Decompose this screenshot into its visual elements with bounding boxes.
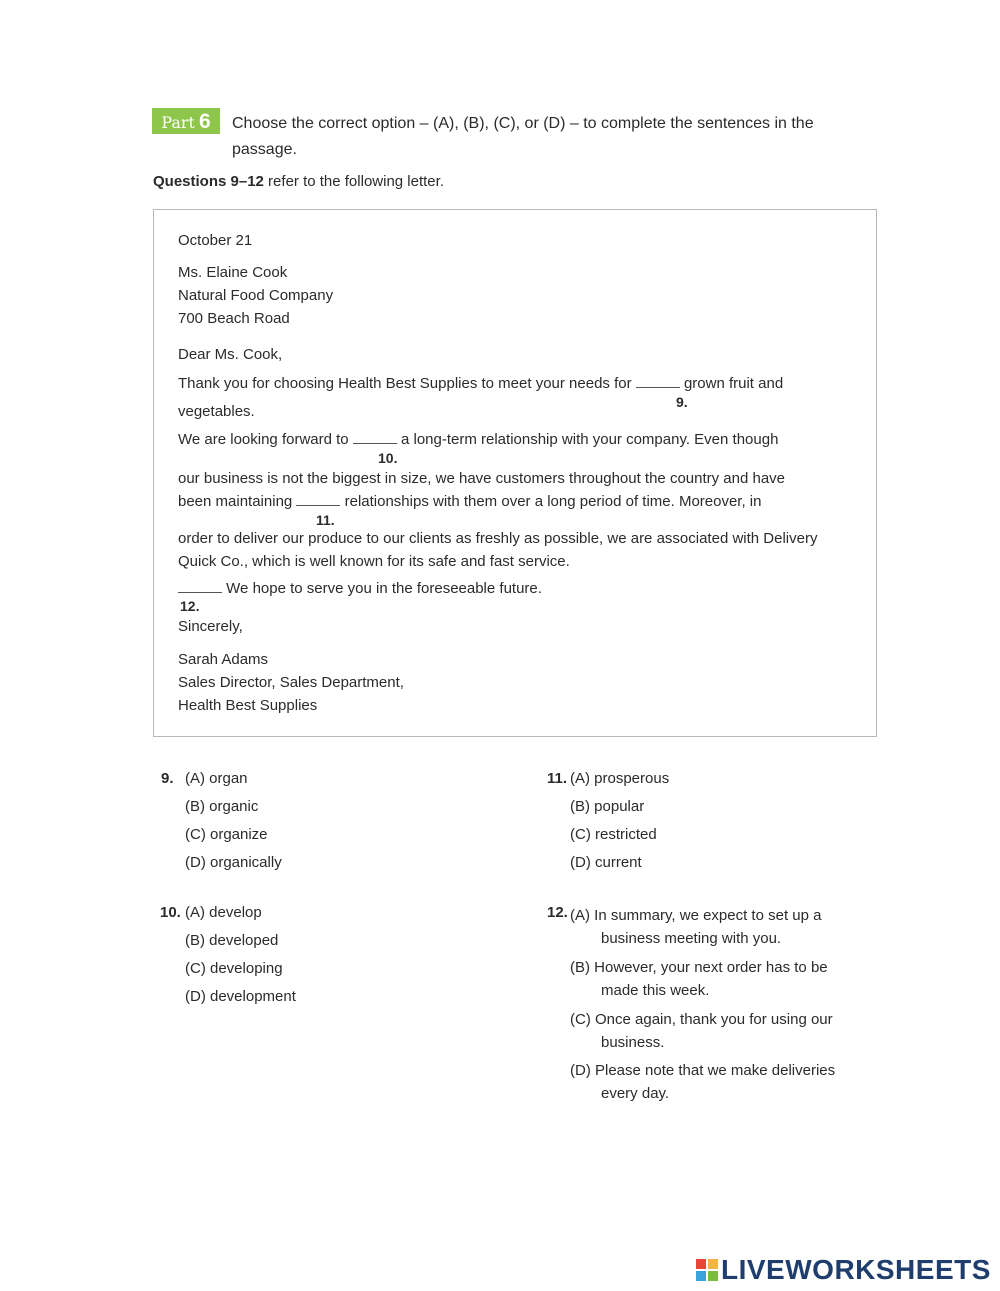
q12-c-line-1: (C) Once again, thank you for using our [570,1011,833,1028]
paragraph-2-line-3 [178,493,761,510]
q9-option-b[interactable]: (B) organic [185,798,259,815]
instructions [232,111,852,163]
paragraph-1-line-1 [178,375,783,392]
logo-square-3 [696,1271,706,1281]
q12-option-a[interactable] [570,904,821,950]
signer-company: Health Best Supplies [178,697,318,714]
blank-11-number: 11. [316,512,335,528]
p2-text-a: We are looking forward to [178,431,349,448]
q12-num: 12. [547,904,568,921]
logo-grid-icon [696,1259,718,1281]
q12-option-b[interactable] [570,956,828,1002]
blank-10[interactable] [353,431,397,444]
blank-9-number: 9. [676,394,688,410]
q9-option-c[interactable]: (C) organize [185,826,268,843]
p2-text-c: our business is not the biggest in size, we have customers throughout the country and have [178,470,786,487]
q11-option-c[interactable]: (C) restricted [570,826,657,843]
question-9-number [161,770,174,787]
q11-option-a[interactable]: (A) prosperous [570,770,670,787]
question-10-number [160,904,181,921]
q10-option-b[interactable]: (B) developed [185,932,279,949]
q12-c-line-2: business. [601,1034,665,1051]
recipient-company: Natural Food Company [178,287,334,304]
logo-text: LIVEWORKSHEETS [721,1254,991,1285]
blank-11[interactable] [296,493,340,506]
p2-text-d: been maintaining [178,493,293,510]
letter-date: October 21 [178,232,253,249]
question-11-number [547,770,567,787]
q11-option-d[interactable]: (D) current [570,854,642,871]
p2-text-e: relationships with them over a long period of time. Moreover, in [344,493,762,510]
blank-12[interactable] [178,580,222,593]
q10-option-c[interactable]: (C) developing [185,960,283,977]
p3-text: We hope to serve you in the foreseeable future. [226,580,542,597]
p1-text-b: grown fruit and [683,375,784,392]
questions-range: Questions 9–12 [153,173,264,190]
q12-d-line-1: (D) Please note that we make deliveries [570,1062,836,1079]
p1-text-c: vegetables. [178,403,255,420]
part-tag [152,108,220,134]
salutation: Dear Ms. Cook, [178,346,283,363]
logo-square-1 [696,1259,706,1269]
p1-text-a: Thank you for choosing Health Best Supplies to meet your needs for [178,375,632,392]
paragraph-3 [178,580,542,597]
q11-option-b[interactable]: (B) popular [570,798,645,815]
q12-option-d[interactable] [570,1059,835,1105]
q10-option-a[interactable]: (A) develop [185,904,262,921]
blank-10-number: 10. [378,450,398,466]
questions-ref-text: refer to the following letter. [263,173,444,190]
p2-text-b: a long-term relationship with your company. Even though [400,431,779,448]
q9-num: 9. [161,770,174,787]
letter-box [153,209,877,737]
instruction-line-2: passage. [232,141,297,158]
p2-text-f: order to deliver our produce to our clients as freshly as possible, we are associated with Delivery [178,530,818,547]
recipient-name: Ms. Elaine Cook [178,264,288,281]
liveworksheets-logo [696,1253,991,1287]
blank-9[interactable] [636,375,680,388]
q12-option-c[interactable] [570,1008,833,1054]
q12-a-line-1: (A) In summary, we expect to set up a [570,907,822,924]
questions-reference [153,173,444,190]
q12-a-line-2: business meeting with you. [601,930,782,947]
q11-num: 11. [547,770,568,787]
recipient-address: 700 Beach Road [178,310,290,327]
logo-square-2 [708,1259,718,1269]
q12-b-line-2: made this week. [601,982,710,999]
q9-option-a[interactable]: (A) organ [185,770,248,787]
q12-b-line-1: (B) However, your next order has to be [570,959,828,976]
blank-12-number: 12. [180,598,200,614]
p2-text-g: Quick Co., which is well known for its safe and fast service. [178,553,570,570]
instruction-line-1: Choose the correct option – (A), (B), (C), or (D) – to complete the sentences in the [232,115,814,132]
question-12-number [547,904,568,921]
q10-option-d[interactable]: (D) development [185,988,296,1005]
logo-square-4 [708,1271,718,1281]
part-label: Part [161,113,195,132]
signer-title: Sales Director, Sales Department, [178,674,404,691]
q10-num: 10. [160,904,181,921]
q9-option-d[interactable]: (D) organically [185,854,282,871]
closing: Sincerely, [178,618,243,635]
paragraph-2-line-1 [178,431,778,448]
signer-name: Sarah Adams [178,651,269,668]
q12-d-line-2: every day. [601,1085,670,1102]
part-number: 6 [198,110,211,133]
